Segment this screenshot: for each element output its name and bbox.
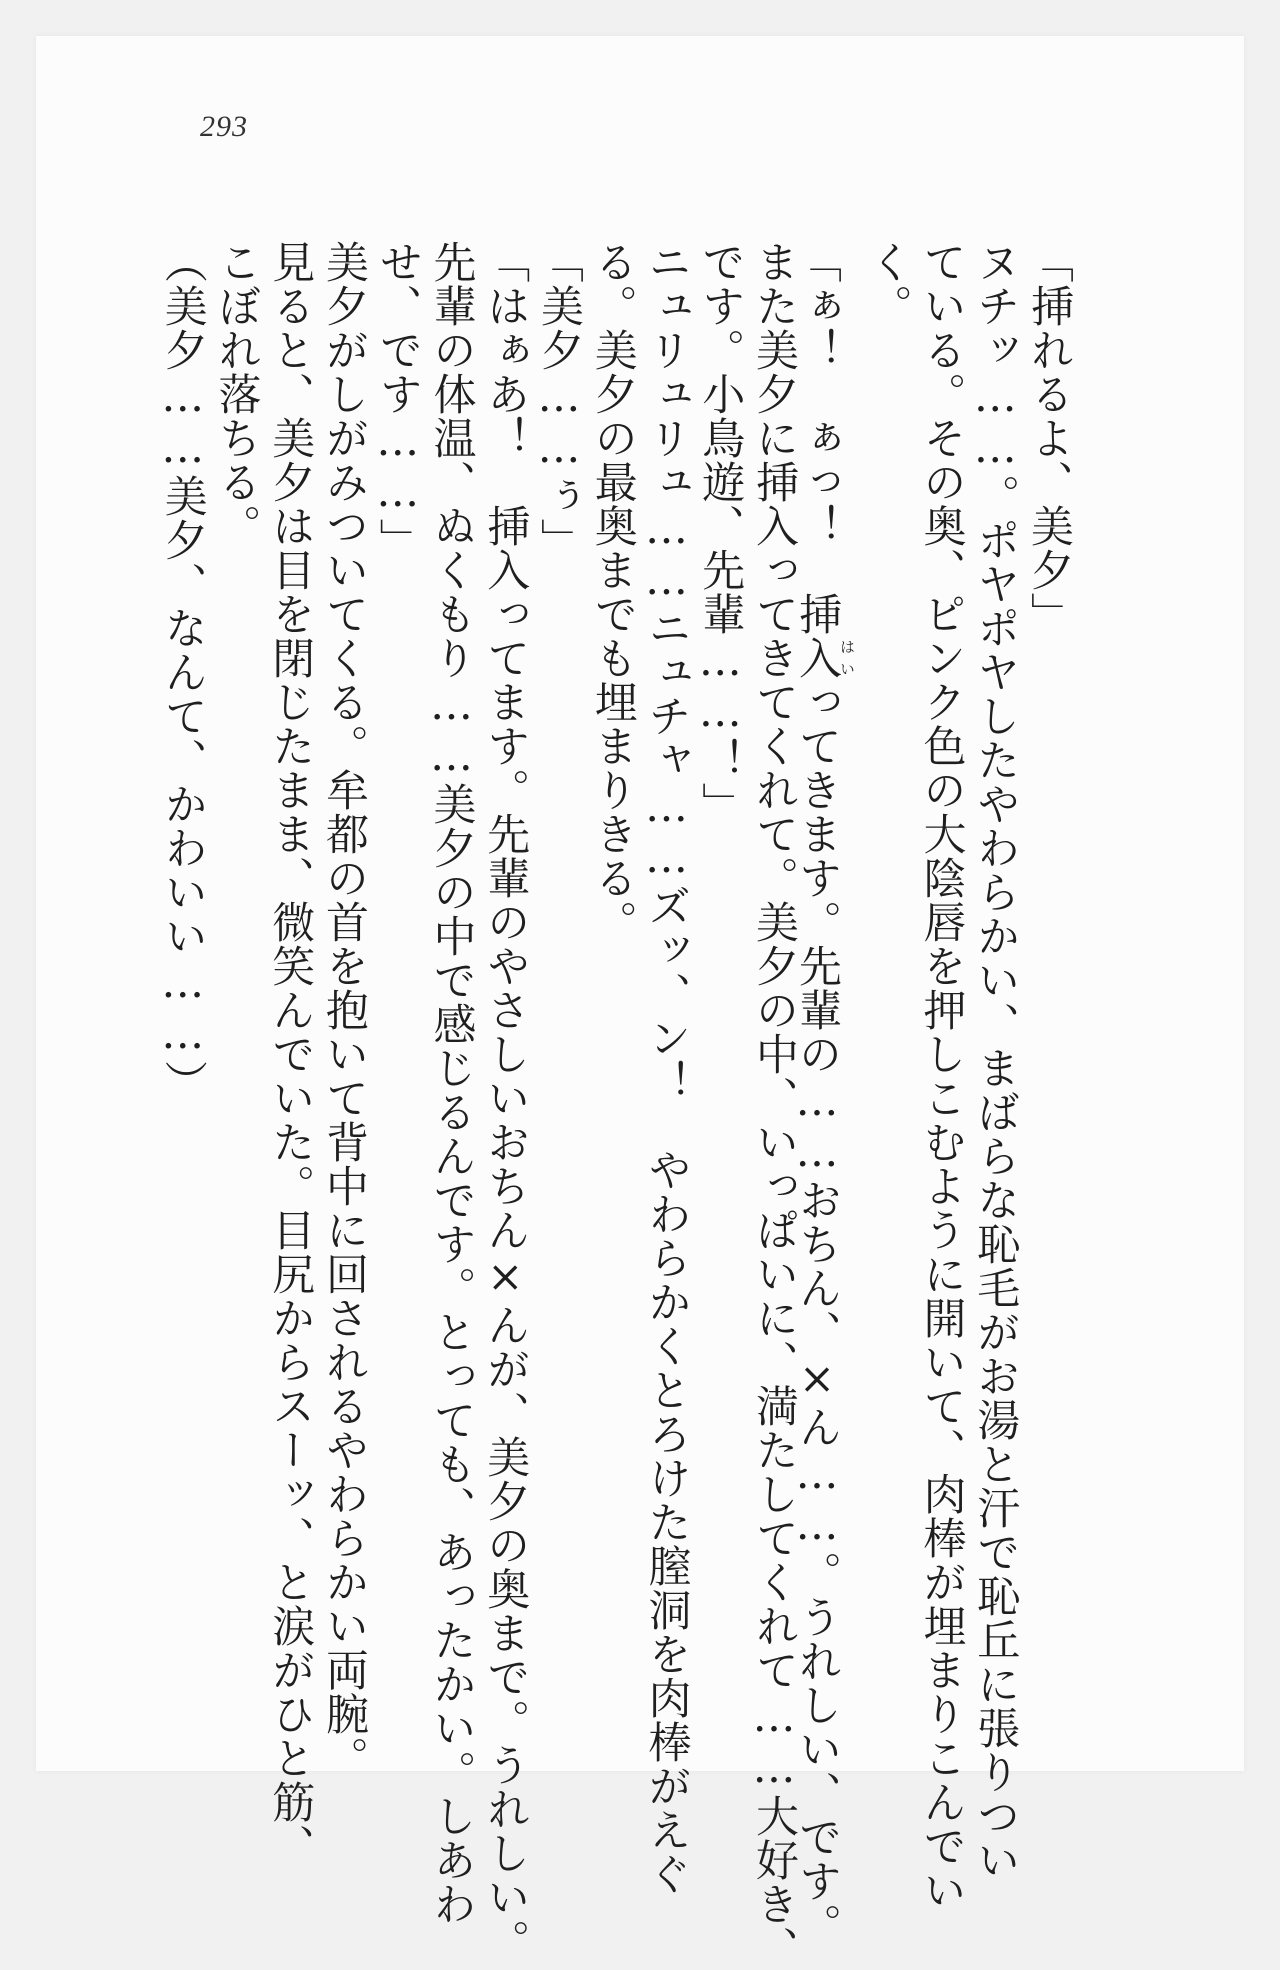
- ruby-base: 入: [792, 636, 842, 680]
- ruby-reading: はい: [838, 636, 856, 680]
- text-line-4: く。: [862, 240, 913, 328]
- page-number: 293: [200, 110, 248, 143]
- text-line-16: こぼれ落ちる。: [211, 240, 262, 548]
- text-line-10: 「美夕……ぅ」: [534, 240, 584, 562]
- text-line-3: ている。その奥、ピンク色の大陰唇を押しこむように開いて、肉棒が埋まりこんでい: [916, 240, 967, 1912]
- text-line-14: 美夕がしがみついてくる。牟都の首を抱いて背中に回されるやわらかい両腕。: [319, 240, 369, 1780]
- text-line-1: 「挿れるよ、美夕」: [1024, 240, 1074, 636]
- text-line-5: [792, 240, 856, 1947]
- text-line-13: せ、です……」: [372, 240, 423, 562]
- text-line-17: （美夕……美夕、なんて、かわいい……）: [157, 240, 208, 1104]
- text-line-8: ニュリュリュ……ニュチャ……ズッ、ン！ やわらかくとろけた膣洞を肉棒がえぐ: [641, 240, 692, 1896]
- text-line-6: また美夕に挿入ってきてくれて。美夕の中、いっぱいに、満たしてくれて……大好き、: [749, 240, 799, 1970]
- text-line-12: 先輩の体温、ぬくもり……美夕の中で感じるんです。とっても、あったかい。しあわ: [426, 240, 477, 1926]
- text-line-11: 「はぁあ！ 挿入ってます。先輩のやさしいおちん×んが、美夕の奥まで。うれしい。: [480, 240, 531, 1963]
- text-line-15: 見ると、美夕は目を閉じたまま、微笑んでいた。目尻からスーッ、と涙がひと筋、: [265, 240, 316, 1868]
- text-line-5-before-ruby: 「ぁ！ ぁっ！ 挿: [792, 240, 842, 636]
- text-line-2: ヌチッ……。ポヤポヤしたやわらかい、まばらな恥毛がお湯と汗で恥丘に張りつい: [970, 240, 1021, 1882]
- text-line-5-after-ruby: ってきます。先輩の……おちん、×ん……。うれしい、です。: [792, 680, 842, 1947]
- text-line-9: る。美夕の最奥までも埋まりきる。: [587, 240, 638, 944]
- vertical-text-body: [150, 240, 1074, 1970]
- ruby-annotation: [792, 636, 856, 680]
- text-line-7: です。小鳥遊、先輩……！」: [695, 240, 746, 826]
